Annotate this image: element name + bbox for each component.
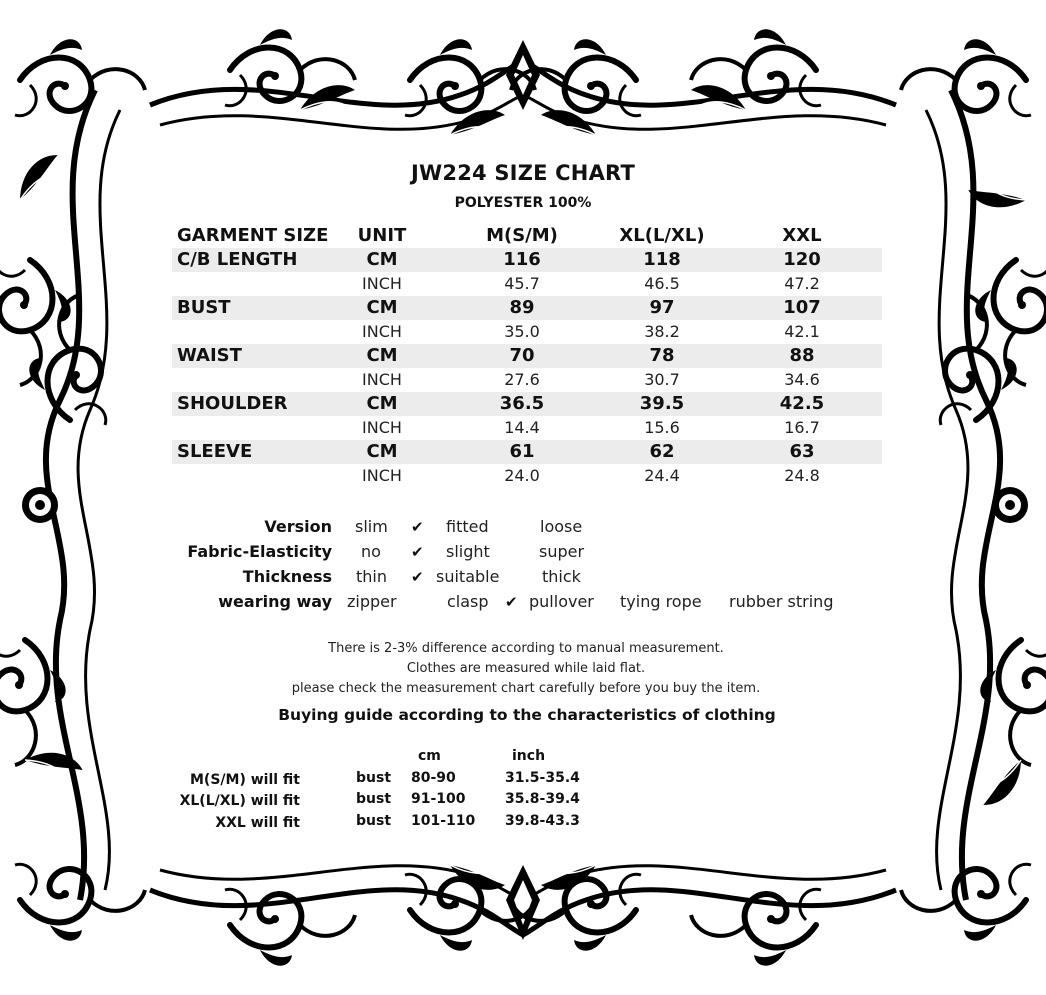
check-mark-icon: ✔ xyxy=(411,543,424,561)
header-size-m: M(S/M) xyxy=(486,225,558,246)
guide-col-inch: inch xyxy=(512,748,546,764)
value-cell: 38.2 xyxy=(644,322,680,341)
table-row xyxy=(172,344,882,368)
value-cell: 61 xyxy=(509,441,535,462)
unit-cell: INCH xyxy=(362,322,402,341)
version-label: Version xyxy=(264,517,332,536)
value-cell: 116 xyxy=(503,249,541,270)
value-cell: 120 xyxy=(783,249,821,270)
elasticity-option-no: no xyxy=(361,542,381,561)
size-table xyxy=(172,224,882,488)
note-line: There is 2-3% difference according to manual measurement. xyxy=(328,641,724,656)
value-cell: 47.2 xyxy=(784,274,820,293)
unit-cell: INCH xyxy=(362,370,402,389)
thickness-option-thin: thin xyxy=(356,567,387,586)
table-row xyxy=(172,296,882,320)
unit-cell: CM xyxy=(366,345,398,366)
wearing-option-zipper: zipper xyxy=(347,592,397,611)
value-cell: 16.7 xyxy=(784,418,820,437)
value-cell: 89 xyxy=(509,297,535,318)
measure-name: BUST xyxy=(177,297,231,318)
guide-part: bust xyxy=(356,813,392,829)
value-cell: 70 xyxy=(509,345,535,366)
header-garment-size: GARMENT SIZE xyxy=(177,225,329,246)
guide-size-label: XXL will fit xyxy=(215,815,300,831)
note-line: Clothes are measured while laid flat. xyxy=(406,661,646,676)
version-option-slim: slim xyxy=(355,517,388,536)
guide-size-label: M(S/M) will fit xyxy=(189,772,300,788)
value-cell: 42.5 xyxy=(779,393,825,414)
table-row xyxy=(172,440,882,464)
header-unit: UNIT xyxy=(357,225,407,246)
measure-name: WAIST xyxy=(177,345,242,366)
guide-col-cm: cm xyxy=(418,748,441,764)
measure-name: SLEEVE xyxy=(177,441,253,462)
header-size-xl: XL(L/XL) xyxy=(619,225,705,246)
thickness-option-suitable: suitable xyxy=(436,567,500,586)
value-cell: 118 xyxy=(643,249,681,270)
guide-cm: 80-90 xyxy=(411,770,456,786)
check-mark-icon: ✔ xyxy=(505,593,518,611)
value-cell: 14.4 xyxy=(504,418,540,437)
value-cell: 24.4 xyxy=(644,466,680,485)
table-row xyxy=(172,272,882,296)
measure-name: SHOULDER xyxy=(177,393,288,414)
value-cell: 88 xyxy=(789,345,815,366)
unit-cell: CM xyxy=(366,441,398,462)
value-cell: 62 xyxy=(649,441,675,462)
value-cell: 78 xyxy=(649,345,675,366)
wearing-option-clasp: clasp xyxy=(447,592,489,611)
value-cell: 27.6 xyxy=(504,370,540,389)
table-header-row xyxy=(172,224,882,248)
unit-cell: CM xyxy=(366,297,398,318)
unit-cell: INCH xyxy=(362,274,402,293)
guide-size-label: XL(L/XL) will fit xyxy=(179,793,300,809)
thickness-label: Thickness xyxy=(242,567,332,586)
check-mark-icon: ✔ xyxy=(411,518,424,536)
elasticity-option-super: super xyxy=(539,542,585,561)
value-cell: 30.7 xyxy=(644,370,680,389)
frame-bottom xyxy=(150,865,896,966)
wearing-option-rubber-string: rubber string xyxy=(729,592,834,611)
header-size-xxl: XXL xyxy=(782,225,822,246)
buying-guide-title: Buying guide according to the characteristics of clothing xyxy=(278,706,776,724)
measure-name: C/B LENGTH xyxy=(177,249,298,270)
table-row xyxy=(172,320,882,344)
value-cell: 34.6 xyxy=(784,370,820,389)
material-subtitle: POLYESTER 100% xyxy=(454,195,592,211)
table-row xyxy=(172,416,882,440)
value-cell: 36.5 xyxy=(499,393,545,414)
unit-cell: CM xyxy=(366,249,398,270)
note-line: please check the measurement chart carefully before you buy the item. xyxy=(291,681,761,696)
frame-top xyxy=(150,29,896,135)
value-cell: 97 xyxy=(649,297,675,318)
value-cell: 24.8 xyxy=(784,466,820,485)
guide-cm: 91-100 xyxy=(411,791,466,807)
wearing-option-pullover: pullover xyxy=(529,592,594,611)
value-cell: 24.0 xyxy=(504,466,540,485)
elasticity-option-slight: slight xyxy=(446,542,490,561)
guide-inch: 35.8-39.4 xyxy=(505,791,580,807)
wearing-option-tying-rope: tying rope xyxy=(620,592,702,611)
value-cell: 46.5 xyxy=(644,274,680,293)
wearing-way-label: wearing way xyxy=(218,592,332,611)
guide-cm: 101-110 xyxy=(411,813,476,829)
table-row xyxy=(172,392,882,416)
value-cell: 107 xyxy=(783,297,821,318)
unit-cell: INCH xyxy=(362,466,402,485)
value-cell: 15.6 xyxy=(644,418,680,437)
guide-inch: 31.5-35.4 xyxy=(505,770,580,786)
value-cell: 45.7 xyxy=(504,274,540,293)
guide-part: bust xyxy=(356,770,392,786)
value-cell: 35.0 xyxy=(504,322,540,341)
value-cell: 63 xyxy=(789,441,815,462)
value-cell: 39.5 xyxy=(639,393,685,414)
guide-inch: 39.8-43.3 xyxy=(505,813,580,829)
page-title: JW224 SIZE CHART xyxy=(411,161,635,185)
unit-cell: CM xyxy=(366,393,398,414)
elasticity-label: Fabric-Elasticity xyxy=(187,542,332,561)
thickness-option-thick: thick xyxy=(542,567,581,586)
check-mark-icon: ✔ xyxy=(411,568,424,586)
value-cell: 42.1 xyxy=(784,322,820,341)
unit-cell: INCH xyxy=(362,418,402,437)
table-row xyxy=(172,464,882,488)
guide-part: bust xyxy=(356,791,392,807)
version-option-fitted: fitted xyxy=(446,517,489,536)
version-option-loose: loose xyxy=(540,517,583,536)
table-row xyxy=(172,248,882,272)
table-row xyxy=(172,368,882,392)
